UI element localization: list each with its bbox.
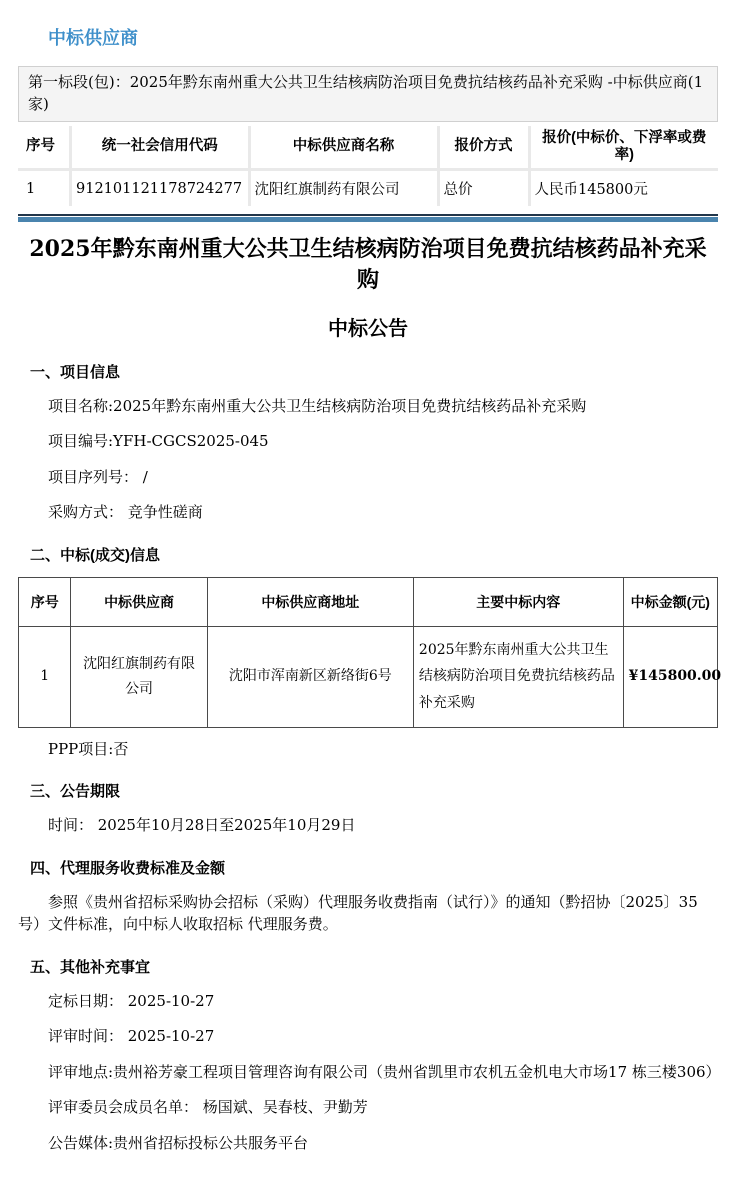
- page-title: 2025年黔东南州重大公共卫生结核病防治项目免费抗结核药品补充采购: [29, 236, 707, 294]
- ppp-project-flag: PPP项目:否: [48, 739, 129, 758]
- table-header-row: [19, 577, 718, 626]
- column-header-supplier-address: 中标供应商地址: [207, 577, 413, 626]
- section-heading-other-matters: 五、其他补充事宜: [30, 958, 151, 976]
- section-divider-dark-line: [18, 214, 718, 216]
- column-header-seq: 序号: [19, 577, 71, 626]
- award-date: 定标日期： 2025-10-27: [48, 991, 215, 1010]
- section-heading-project-info: 一、项目信息: [30, 363, 121, 381]
- procurement-method: 采购方式： 竞争性磋商: [48, 503, 203, 522]
- review-time: 评审时间： 2025-10-27: [48, 1027, 215, 1046]
- cell-supplier-name: 沈阳红旗制药有限公司: [249, 170, 438, 207]
- supplier-section-heading: 中标供应商: [48, 28, 138, 48]
- award-info-table: [18, 577, 722, 728]
- cell-seq: 1: [18, 170, 71, 207]
- announcement-period-time: 时间： 2025年10月28日至2025年10月29日: [48, 816, 356, 835]
- page-subtitle: 中标公告: [328, 315, 408, 340]
- cell-winning-supplier: 沈阳红旗制药有限公司: [71, 626, 207, 727]
- package-label: 第一标段(包)：2025年黔东南州重大公共卫生结核病防治项目免费抗结核药品补充采购 -中标供应商(1家): [28, 73, 704, 113]
- cell-seq: 1: [19, 626, 71, 727]
- review-committee-members: 评审委员会成员名单： 杨国斌、吴春枝、尹勤芳: [48, 1098, 368, 1117]
- section-divider-blue-line: [18, 217, 718, 222]
- announcement-media: 公告媒体:贵州省招标投标公共服务平台: [48, 1133, 309, 1152]
- cell-quote-price: 人民币145800元: [534, 182, 648, 199]
- review-location: 评审地点:贵州裕芳豪工程项目管理咨询有限公司（贵州省凯里市农机五金机电大市场17 栋三楼306）: [48, 1062, 721, 1081]
- agency-fee-description: 参照《贵州省招标采购协会招标（采购）代理服务收费指南（试行）》的通知（黔招协〔2025〕35号）文件标准，向中标人收取招标 代理服务费。: [18, 892, 698, 934]
- column-header-seq: 序号: [18, 126, 71, 170]
- supplier-quote-table: [18, 126, 718, 207]
- package-label-box: [18, 66, 718, 122]
- cell-quote-method: 总价: [438, 170, 529, 207]
- column-header-quote-price: 报价(中标价、下浮率或费率): [542, 129, 707, 163]
- table-row: [19, 626, 718, 727]
- project-serial: 项目序列号： /: [48, 467, 148, 486]
- table-header-row: [18, 126, 718, 170]
- column-header-quote-method: 报价方式: [438, 126, 529, 170]
- cell-supplier-address: 沈阳市浑南新区新络街6号: [207, 626, 413, 727]
- cell-award-amount: ¥145800.00: [623, 626, 717, 727]
- section-heading-announcement-period: 三、公告期限: [30, 783, 121, 801]
- column-header-award-content: 主要中标内容: [413, 577, 623, 626]
- section-heading-agency-fee: 四、代理服务收费标准及金额: [30, 859, 226, 877]
- project-name: 项目名称:2025年黔东南州重大公共卫生结核病防治项目免费抗结核药品补充采购: [48, 396, 587, 415]
- column-header-credit-code: 统一社会信用代码: [71, 126, 250, 170]
- cell-credit-code: 912101121178724277: [71, 170, 250, 207]
- section-heading-award-info: 二、中标(成交)信息: [30, 546, 160, 564]
- column-header-award-amount: 中标金额(元): [623, 577, 717, 626]
- column-header-winning-supplier: 中标供应商: [71, 577, 207, 626]
- column-header-supplier-name: 中标供应商名称: [249, 126, 438, 170]
- project-number: 项目编号:YFH-CGCS2025-045: [48, 432, 269, 451]
- cell-award-content: 2025年黔东南州重大公共卫生结核病防治项目免费抗结核药品补充采购: [413, 626, 623, 727]
- table-row: [18, 170, 718, 207]
